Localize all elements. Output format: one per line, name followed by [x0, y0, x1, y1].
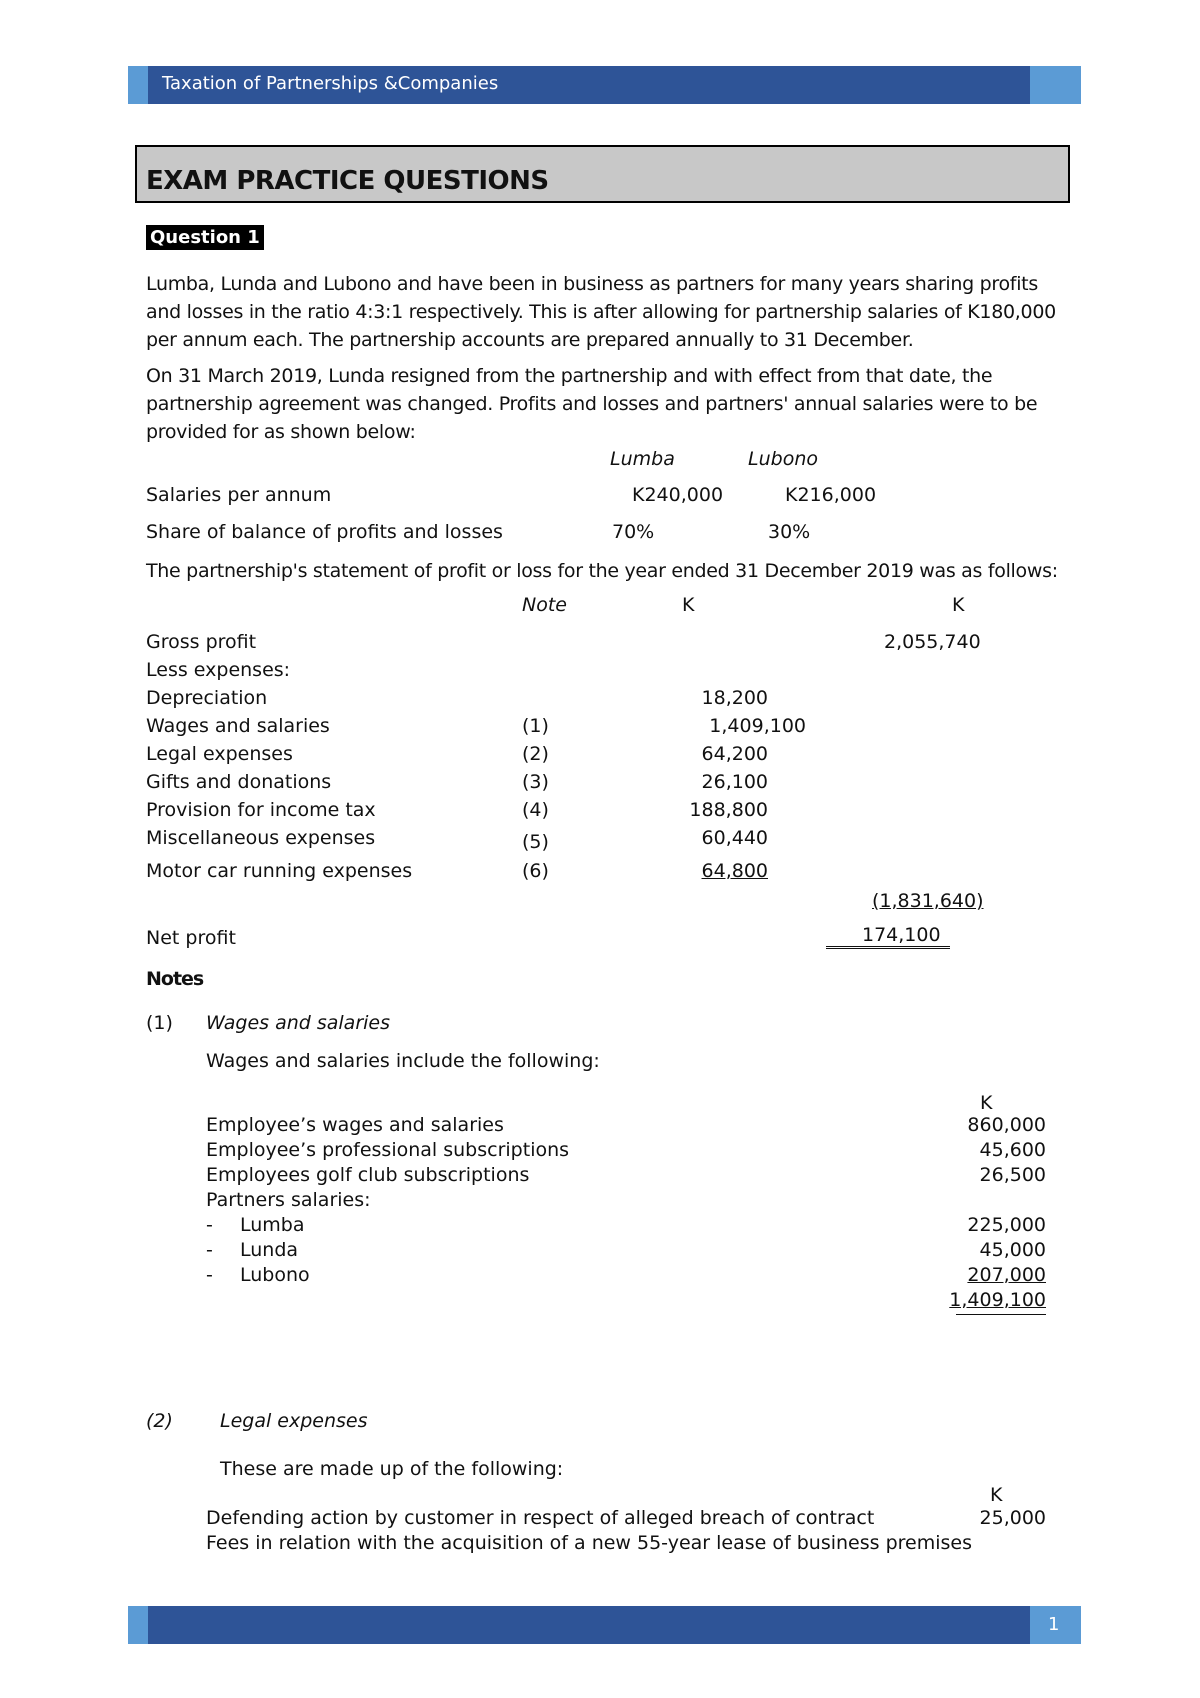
partners-row-lumba: 70%: [612, 521, 655, 543]
pl-row-note: (6): [522, 860, 549, 882]
note-1-row-label: Employee’s professional subscriptions: [206, 1139, 570, 1161]
header-title: Taxation of Partnerships &Companies: [162, 73, 499, 94]
pl-row-label: Motor car running expenses: [146, 860, 413, 882]
note-1-title: Wages and salaries: [206, 1012, 391, 1034]
footer-accent-left: [128, 1606, 148, 1644]
note-1-row-label: Lumba: [240, 1214, 305, 1236]
pl-net-profit-value: 174,100: [862, 924, 941, 946]
partners-row-lubono: K216,000: [785, 484, 877, 506]
pl-net-profit-label: Net profit: [146, 927, 236, 949]
pl-col-note: Note: [522, 594, 567, 616]
pl-row-note: (3): [522, 771, 549, 793]
page-number: 1: [1048, 1614, 1060, 1635]
note-1-number: (1): [146, 1012, 173, 1034]
note-1-intro: Wages and salaries include the following:: [206, 1050, 600, 1072]
note-2-intro: These are made up of the following:: [220, 1458, 564, 1480]
note-2-number: (2): [146, 1410, 173, 1432]
note-2-title: Legal expenses: [220, 1410, 368, 1432]
question-label: Question 1: [146, 225, 264, 250]
note-1-row-dash: -: [206, 1239, 213, 1261]
paragraph-3: The partnership's statement of profit or loss for the year ended 31 December 2019 was as follows:: [146, 560, 1058, 582]
pl-gross-profit-value: 2,055,740: [884, 631, 981, 653]
pl-row-value: 64,800: [701, 860, 768, 882]
page-title: EXAM PRACTICE QUESTIONS: [146, 166, 549, 196]
pl-row-value: 188,800: [689, 799, 768, 821]
pl-row-note: (2): [522, 743, 549, 765]
paragraph-2: On 31 March 2019, Lunda resigned from the partnership and with effect from that date, the partnership agreement was changed. Profits and losses and partners' annual salaries were to be provided for as shown below:: [146, 365, 1038, 443]
note-1-row-label: Partners salaries:: [206, 1189, 371, 1211]
pl-less-expenses: Less expenses:: [146, 659, 291, 681]
pl-total-expenses: (1,831,640): [872, 890, 984, 912]
pl-row-note: (1): [522, 715, 549, 737]
note-1-row-value: 26,500: [979, 1164, 1046, 1186]
pl-row-value: 64,200: [701, 743, 768, 765]
header-accent-left: [128, 66, 148, 104]
note-1-total: 1,409,100: [949, 1289, 1046, 1311]
pl-row-label: Legal expenses: [146, 743, 293, 765]
note-2-k-header: K: [990, 1484, 1003, 1506]
note-1-row-label: Employees golf club subscriptions: [206, 1164, 530, 1186]
pl-col-k2: K: [952, 594, 965, 616]
note-1-row-value: 860,000: [967, 1114, 1046, 1136]
net-profit-double-underline: [826, 946, 950, 949]
col-lubono: Lubono: [748, 448, 818, 470]
note-1-row-label: Lubono: [240, 1264, 310, 1286]
pl-row-label: Miscellaneous expenses: [146, 827, 376, 849]
notes-heading: Notes: [146, 968, 204, 990]
note-1-row-dash: -: [206, 1214, 213, 1236]
note-1-row-dash: -: [206, 1264, 213, 1286]
note-1-row-value: 225,000: [967, 1214, 1046, 1236]
note-1-k-header: K: [980, 1092, 993, 1114]
note-1-row-label: Employee’s wages and salaries: [206, 1114, 504, 1136]
pl-row-value: 18,200: [701, 687, 768, 709]
note-1-total-double-underline: [956, 1314, 1046, 1315]
pl-row-label: Gifts and donations: [146, 771, 332, 793]
pl-gross-profit-label: Gross profit: [146, 631, 257, 653]
pl-row-value: 1,409,100: [709, 715, 806, 737]
note-2-row-label: Fees in relation with the acquisition of a new 55-year lease of business premises: [206, 1532, 972, 1554]
pl-col-k1: K: [682, 594, 695, 616]
footer-bar: [128, 1606, 1081, 1644]
header-accent-right: [1030, 66, 1081, 104]
note-1-row-value: 45,000: [979, 1239, 1046, 1261]
pl-row-value: 60,440: [701, 827, 768, 849]
pl-row-label: Provision for income tax: [146, 799, 376, 821]
pl-row-value: 26,100: [701, 771, 768, 793]
note-1-row-label: Lunda: [240, 1239, 299, 1261]
col-lumba: Lumba: [610, 448, 675, 470]
pl-row-label: Wages and salaries: [146, 715, 330, 737]
note-2-row-value: 25,000: [979, 1507, 1046, 1529]
pl-row-label: Depreciation: [146, 687, 268, 709]
note-2-row-label: Defending action by customer in respect of alleged breach of contract: [206, 1507, 875, 1529]
pl-row-note: (4): [522, 799, 549, 821]
partners-row-label: Salaries per annum: [146, 484, 332, 506]
partners-row-lumba: K240,000: [632, 484, 724, 506]
paragraph-1: Lumba, Lunda and Lubono and have been in business as partners for many years sharing profits and losses in the ratio 4:3:1 respectively. This is after allowing for partnership salaries of K180,000 per annum each. The partnership accounts are prepared annually to 31 December.: [146, 273, 1056, 351]
pl-row-note: (5): [522, 831, 549, 853]
partners-row-label: Share of balance of profits and losses: [146, 521, 503, 543]
partners-row-lubono: 30%: [768, 521, 811, 543]
note-1-row-value: 207,000: [967, 1264, 1046, 1286]
note-1-row-value: 45,600: [979, 1139, 1046, 1161]
